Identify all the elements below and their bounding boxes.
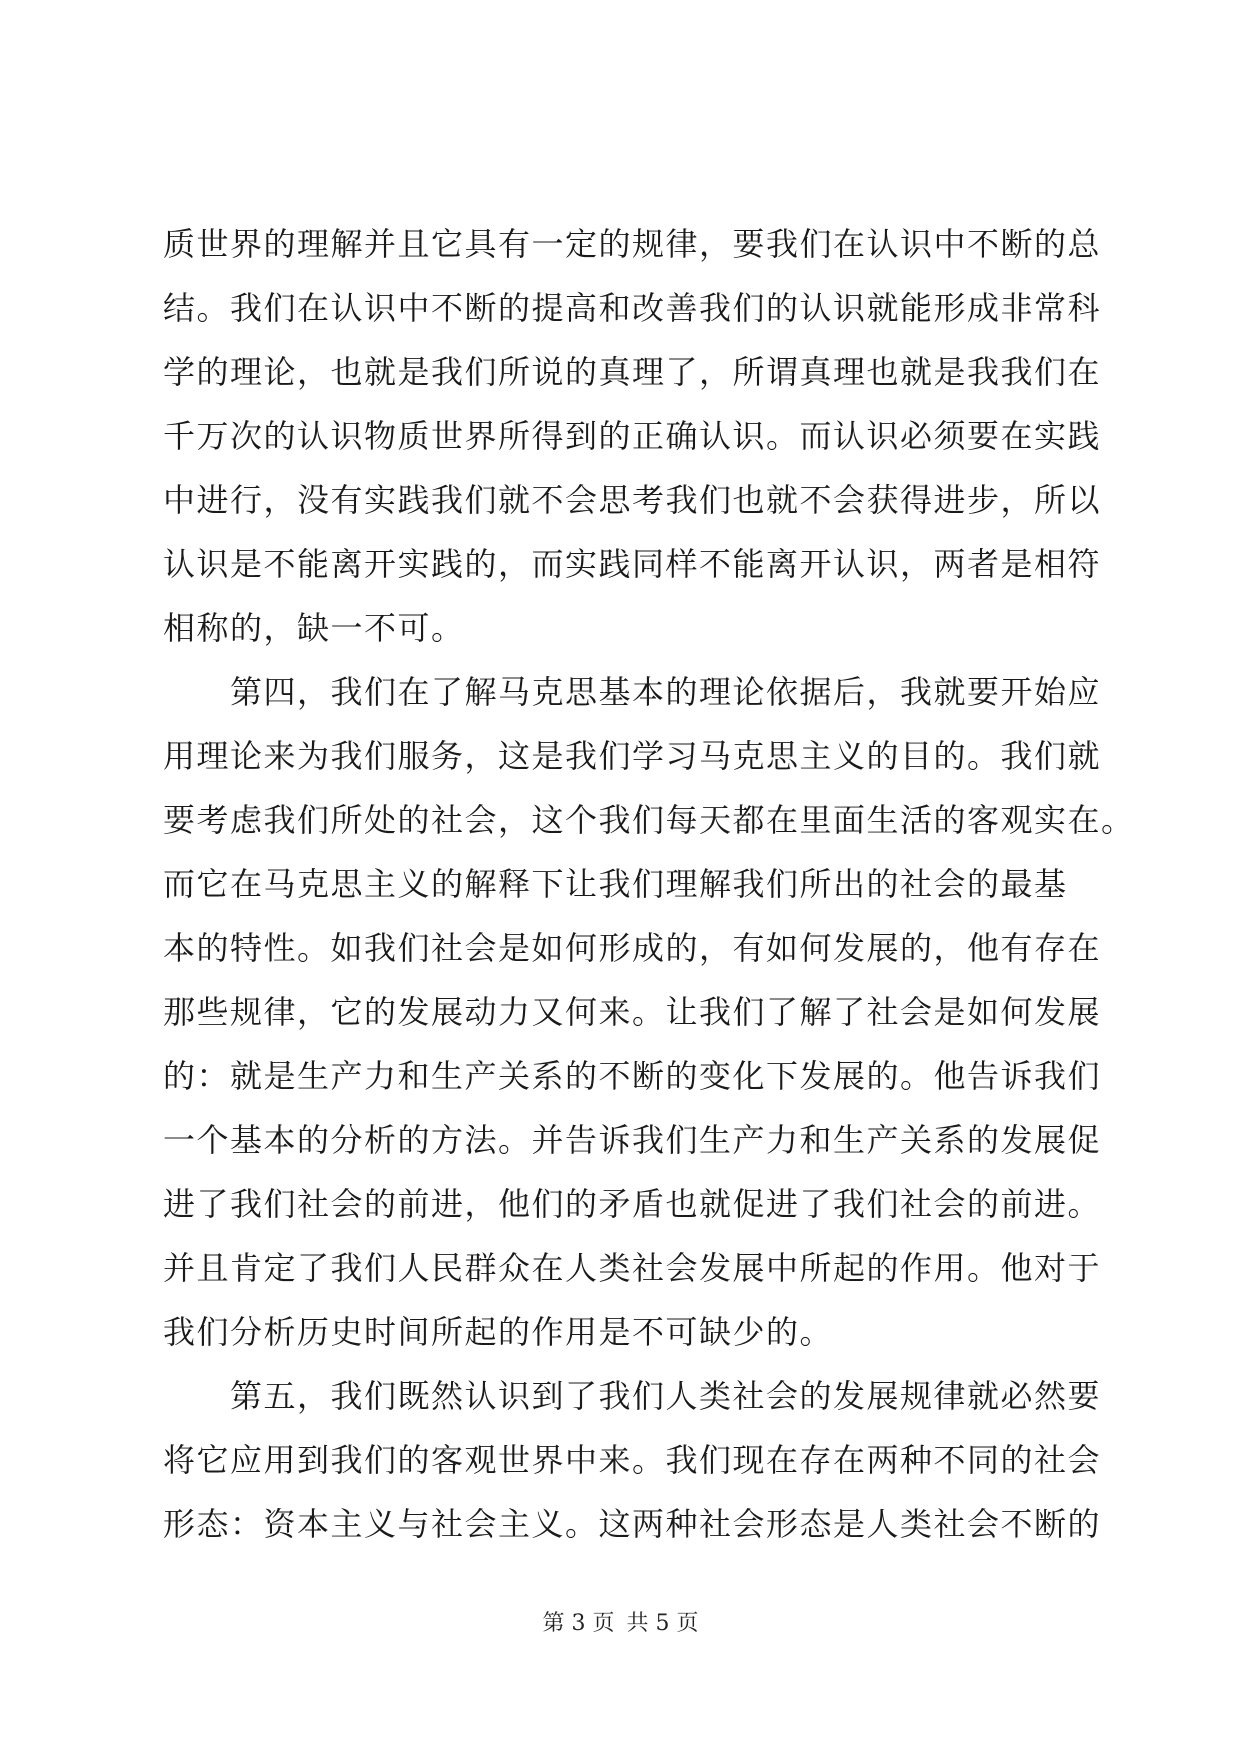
text-line: 本的特性。如我们社会是如何形成的，有如何发展的，他有存在 [163, 929, 1102, 967]
text-line: 的：就是生产力和生产关系的不断的变化下发展的。他告诉我们 [163, 1057, 1102, 1095]
text-line: 结。我们在认识中不断的提高和改善我们的认识就能形成非常科 [163, 289, 1102, 327]
text-line: 我们分析历史时间所起的作用是不可缺少的。 [163, 1313, 834, 1351]
text-line: 第五，我们既然认识到了我们人类社会的发展规律就必然要 [163, 1377, 1102, 1415]
text-line: 进了我们社会的前进，他们的矛盾也就促进了我们社会的前进。 [163, 1185, 1102, 1223]
text-line: 用理论来为我们服务，这是我们学习马克思主义的目的。我们就 [163, 737, 1102, 775]
page-total: 共 5 页 [626, 1611, 699, 1636]
text-line: 要考虑我们所处的社会，这个我们每天都在里面生活的客观实在。 [163, 801, 1135, 839]
text-line: 认识是不能离开实践的，而实践同样不能离开认识，两者是相符 [163, 545, 1102, 583]
text-line: 质世界的理解并且它具有一定的规律，要我们在认识中不断的总 [163, 225, 1102, 263]
text-line: 学的理论，也就是我们所说的真理了，所谓真理也就是我我们在 [163, 353, 1102, 391]
text-line: 一个基本的分析的方法。并告诉我们生产力和生产关系的发展促 [163, 1121, 1102, 1159]
text-line: 并且肯定了我们人民群众在人类社会发展中所起的作用。他对于 [163, 1249, 1102, 1287]
body-text [163, 225, 1135, 1572]
page-footer [0, 1610, 1241, 1638]
text-line: 千万次的认识物质世界所得到的正确认识。而认识必须要在实践 [163, 417, 1102, 455]
text-line: 而它在马克思主义的解释下让我们理解我们所出的社会的最基 [163, 865, 1068, 903]
text-line: 形态：资本主义与社会主义。这两种社会形态是人类社会不断的 [163, 1505, 1102, 1543]
text-line: 将它应用到我们的客观世界中来。我们现在存在两种不同的社会 [163, 1441, 1102, 1479]
page-number: 第 3 页 [542, 1611, 615, 1636]
text-line: 第四，我们在了解马克思基本的理论依据后，我就要开始应 [163, 673, 1102, 711]
text-line: 中进行，没有实践我们就不会思考我们也就不会获得进步，所以 [163, 481, 1102, 519]
text-line: 相称的，缺一不可。 [163, 609, 465, 647]
text-line: 那些规律，它的发展动力又何来。让我们了解了社会是如何发展 [163, 993, 1102, 1031]
